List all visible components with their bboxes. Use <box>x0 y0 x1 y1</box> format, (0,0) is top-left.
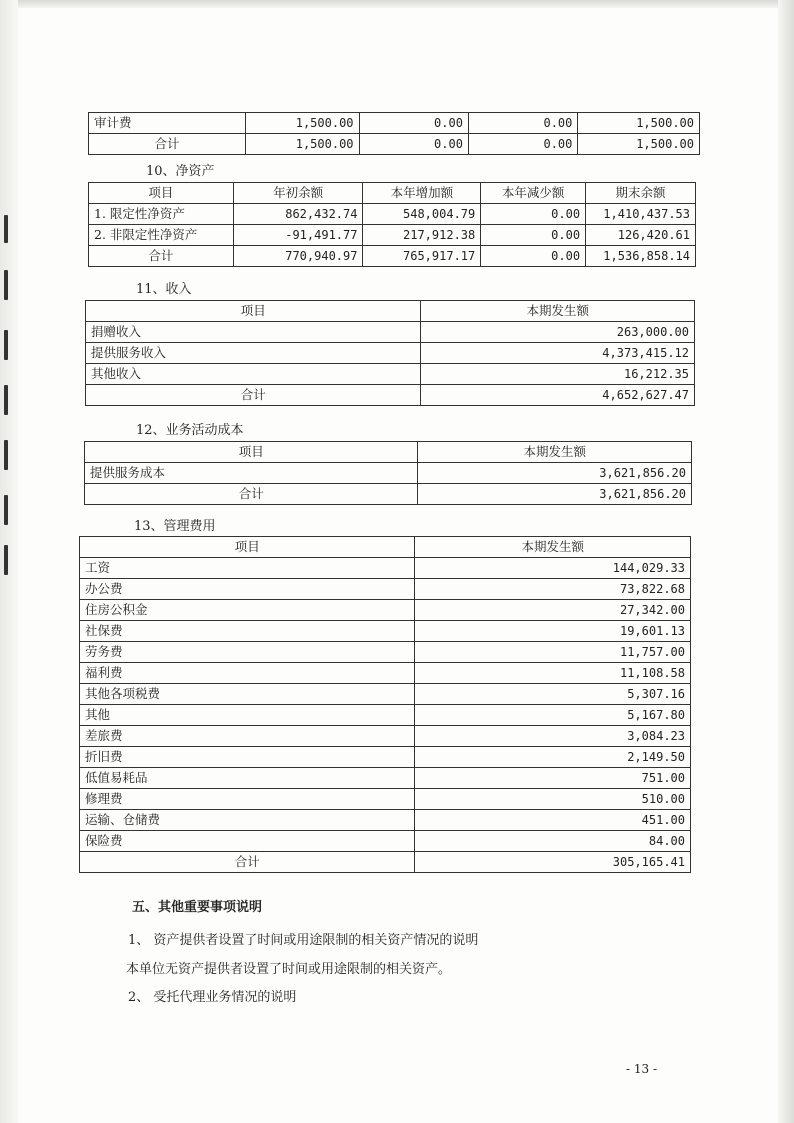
table-row-total <box>80 852 691 873</box>
column-header: 本期发生额 <box>415 537 691 558</box>
table-row <box>89 204 696 225</box>
value-cell: 27,342.00 <box>415 600 691 621</box>
paragraph-item-1: 1、 资产提供者设置了时间或用途限制的相关资产情况的说明 <box>128 933 479 948</box>
binder-mark <box>4 545 8 575</box>
table-row <box>80 558 691 579</box>
value-cell: 751.00 <box>415 768 691 789</box>
value-cell: 770,940.97 <box>233 246 363 267</box>
value-cell: 1,500.00 <box>246 113 359 134</box>
value-cell: 3,621,856.20 <box>418 484 692 505</box>
total-label: 合计 <box>85 484 418 505</box>
table-row <box>80 831 691 852</box>
binder-mark <box>4 270 8 300</box>
section-title-income: 11、收入 <box>136 282 192 297</box>
table-row <box>85 463 692 484</box>
binder-mark <box>4 215 8 243</box>
column-header: 项目 <box>89 183 234 204</box>
value-cell: 1,536,858.14 <box>586 246 696 267</box>
scan-edge-right <box>778 0 794 1123</box>
column-header: 本期发生额 <box>418 442 692 463</box>
item-name: 1. 限定性净资产 <box>89 204 234 225</box>
column-header: 本年增加额 <box>363 183 481 204</box>
value-cell: 4,652,627.47 <box>421 385 695 406</box>
table-row <box>80 705 691 726</box>
column-header: 项目 <box>85 442 418 463</box>
table-row <box>89 113 700 134</box>
value-cell: 16,212.35 <box>421 364 695 385</box>
column-header: 年初余额 <box>233 183 363 204</box>
table-row <box>80 768 691 789</box>
value-cell: 548,004.79 <box>363 204 481 225</box>
value-cell: 765,917.17 <box>363 246 481 267</box>
item-name: 保险费 <box>80 831 415 852</box>
table-row <box>86 364 695 385</box>
item-name: 提供服务成本 <box>85 463 418 484</box>
value-cell: 451.00 <box>415 810 691 831</box>
value-cell: 5,307.16 <box>415 684 691 705</box>
table-header-row <box>86 301 695 322</box>
table-row <box>80 600 691 621</box>
value-cell: 11,757.00 <box>415 642 691 663</box>
table-row <box>86 322 695 343</box>
value-cell: 84.00 <box>415 831 691 852</box>
admin-expenses-table <box>79 536 691 873</box>
column-header: 项目 <box>86 301 421 322</box>
value-cell: 2,149.50 <box>415 747 691 768</box>
table-row-total <box>89 134 700 155</box>
value-cell: 126,420.61 <box>586 225 696 246</box>
total-label: 合计 <box>89 134 246 155</box>
column-header: 期末余额 <box>586 183 696 204</box>
value-cell: 0.00 <box>468 113 577 134</box>
binder-mark <box>4 440 8 470</box>
item-name: 社保费 <box>80 621 415 642</box>
table-row <box>80 726 691 747</box>
table-row <box>86 343 695 364</box>
value-cell: 3,084.23 <box>415 726 691 747</box>
value-cell: -91,491.77 <box>233 225 363 246</box>
audit-fee-table <box>88 112 700 155</box>
table-row <box>80 579 691 600</box>
table-row <box>80 810 691 831</box>
table-header-row <box>85 442 692 463</box>
value-cell: 4,373,415.12 <box>421 343 695 364</box>
item-name: 劳务费 <box>80 642 415 663</box>
value-cell: 1,500.00 <box>578 113 700 134</box>
value-cell: 11,108.58 <box>415 663 691 684</box>
table-row-total <box>89 246 696 267</box>
item-name: 2. 非限定性净资产 <box>89 225 234 246</box>
value-cell: 217,912.38 <box>363 225 481 246</box>
item-name: 住房公积金 <box>80 600 415 621</box>
scan-edge-left <box>0 0 18 1123</box>
table-row <box>89 225 696 246</box>
section-title-net-assets: 10、净资产 <box>146 164 215 179</box>
value-cell: 0.00 <box>359 113 468 134</box>
value-cell: 5,167.80 <box>415 705 691 726</box>
net-assets-table <box>88 182 696 267</box>
table-row-total <box>85 484 692 505</box>
item-name: 福利费 <box>80 663 415 684</box>
value-cell: 305,165.41 <box>415 852 691 873</box>
value-cell: 1,410,437.53 <box>586 204 696 225</box>
column-header: 项目 <box>80 537 415 558</box>
table-row <box>80 789 691 810</box>
item-name: 折旧费 <box>80 747 415 768</box>
binder-mark <box>4 330 8 360</box>
value-cell: 3,621,856.20 <box>418 463 692 484</box>
value-cell: 0.00 <box>481 204 586 225</box>
table-row <box>80 663 691 684</box>
column-header: 本期发生额 <box>421 301 695 322</box>
section-title-admin-expenses: 13、管理费用 <box>134 519 216 534</box>
paragraph-item-2: 2、 受托代理业务情况的说明 <box>128 990 297 1005</box>
item-name: 办公费 <box>80 579 415 600</box>
value-cell: 0.00 <box>481 246 586 267</box>
value-cell: 510.00 <box>415 789 691 810</box>
page-number: - 13 - <box>626 1062 658 1076</box>
value-cell: 1,500.00 <box>578 134 700 155</box>
paragraph-item-1-text: 本单位无资产提供者设置了时间或用途限制的相关资产。 <box>126 962 452 977</box>
item-name: 运输、仓储费 <box>80 810 415 831</box>
item-name: 其他各项税费 <box>80 684 415 705</box>
value-cell: 73,822.68 <box>415 579 691 600</box>
value-cell: 862,432.74 <box>233 204 363 225</box>
value-cell: 0.00 <box>359 134 468 155</box>
total-label: 合计 <box>89 246 234 267</box>
table-header-row <box>89 183 696 204</box>
value-cell: 0.00 <box>481 225 586 246</box>
table-header-row <box>80 537 691 558</box>
table-row-total <box>86 385 695 406</box>
item-name: 修理费 <box>80 789 415 810</box>
value-cell: 19,601.13 <box>415 621 691 642</box>
item-name: 捐赠收入 <box>86 322 421 343</box>
table-row <box>80 642 691 663</box>
column-header: 本年减少额 <box>481 183 586 204</box>
item-name: 差旅费 <box>80 726 415 747</box>
section-title-business-cost: 12、业务活动成本 <box>136 423 244 438</box>
item-name: 其他 <box>80 705 415 726</box>
value-cell: 0.00 <box>468 134 577 155</box>
value-cell: 263,000.00 <box>421 322 695 343</box>
item-name: 审计费 <box>89 113 246 134</box>
scan-edge-top <box>0 0 794 8</box>
total-label: 合计 <box>86 385 421 406</box>
business-cost-table <box>84 441 692 505</box>
table-row <box>80 621 691 642</box>
table-row <box>80 747 691 768</box>
item-name: 其他收入 <box>86 364 421 385</box>
binder-mark <box>4 385 8 415</box>
item-name: 提供服务收入 <box>86 343 421 364</box>
section-heading-other-matters: 五、其他重要事项说明 <box>132 900 263 915</box>
total-label: 合计 <box>80 852 415 873</box>
table-row <box>80 684 691 705</box>
value-cell: 1,500.00 <box>246 134 359 155</box>
item-name: 低值易耗品 <box>80 768 415 789</box>
item-name: 工资 <box>80 558 415 579</box>
binder-mark <box>4 495 8 525</box>
value-cell: 144,029.33 <box>415 558 691 579</box>
income-table <box>85 300 695 406</box>
